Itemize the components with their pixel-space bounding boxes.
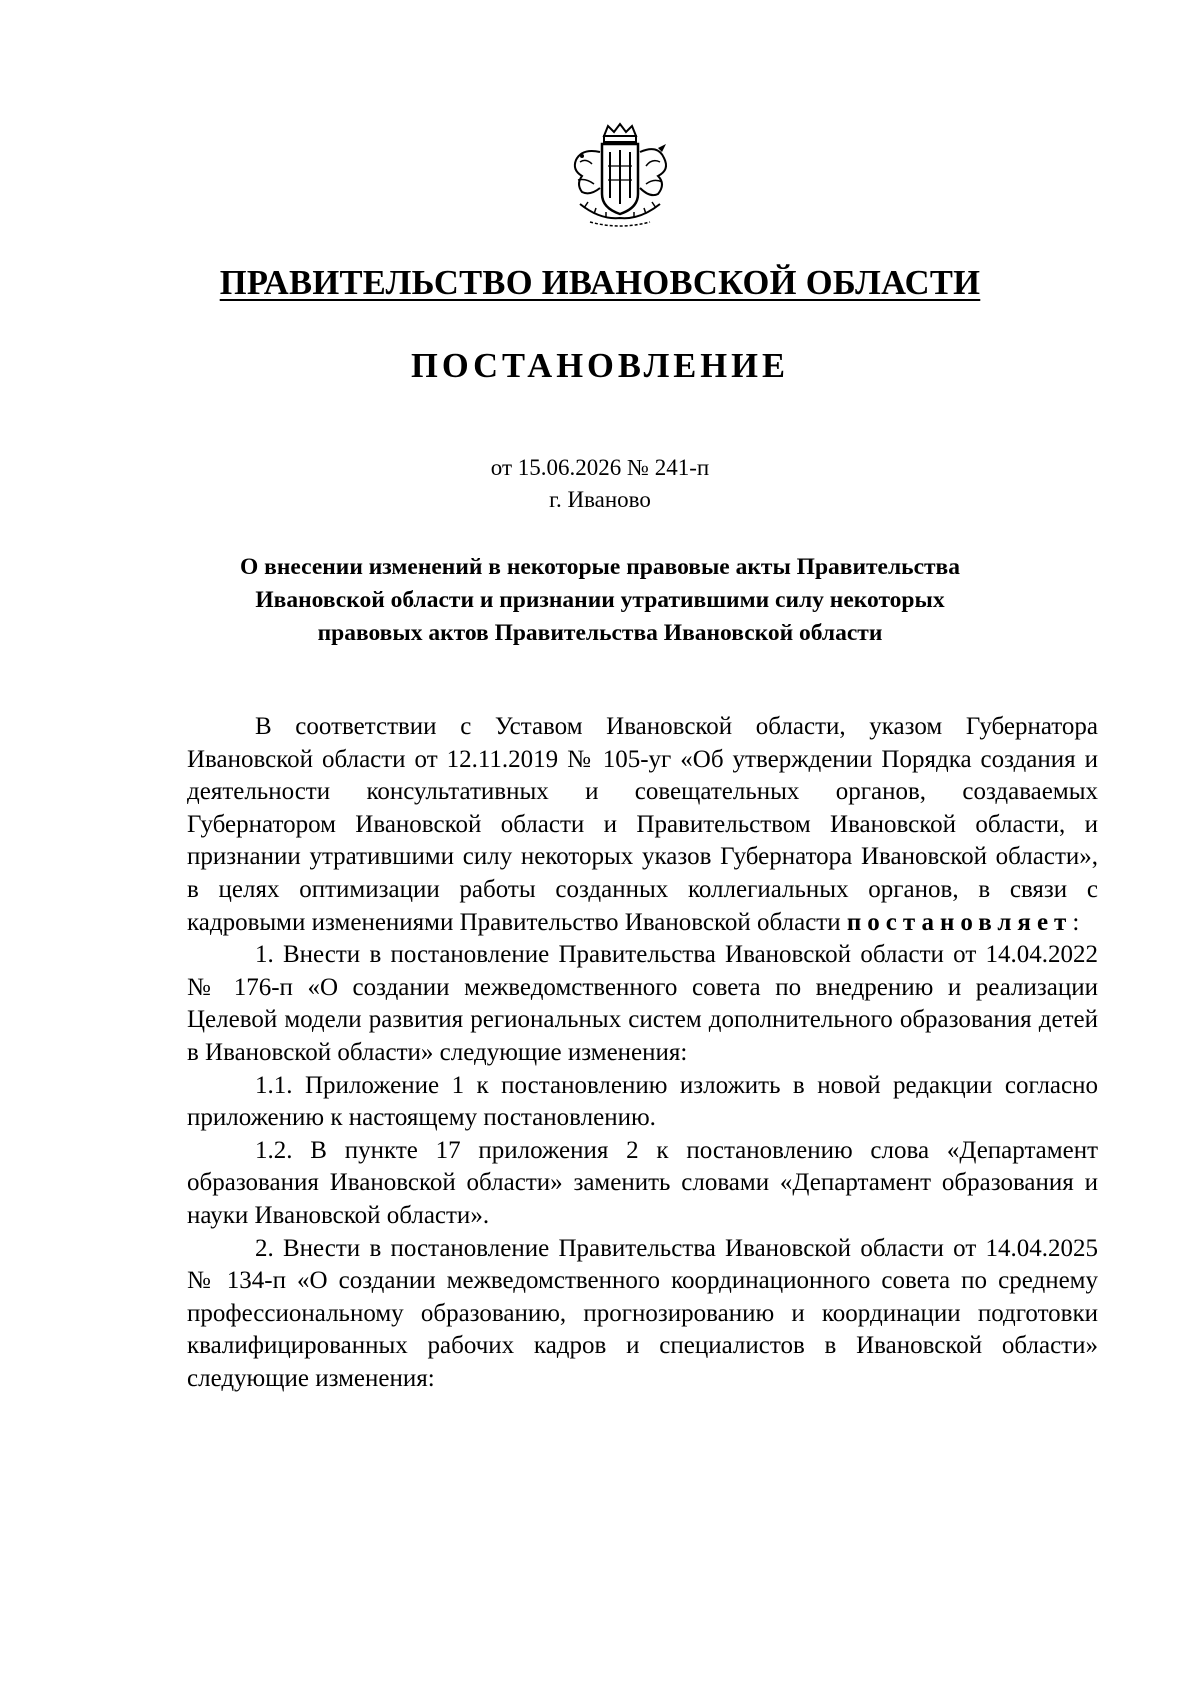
government-name [0,264,1200,303]
decree-word: постановляет [846,908,1073,936]
paragraph-1-2: 1.2. В пункте 17 приложения 2 к постановлению слова «Департамент образования Ивановской области» заменить словами «Департамент образования и науки Ивановской области». [187,1136,1098,1229]
document-type: ПОСТАНОВЛЕНИЕ [411,347,789,385]
decree-colon: : [1072,908,1080,936]
document-body [187,711,1098,1395]
document-city: г. Иваново [549,487,651,512]
document-date-number: от 15.06.2026 № 241-п [490,455,710,480]
government-name-text: ПРАВИТЕЛЬСТВО ИВАНОВСКОЙ ОБЛАСТИ [219,264,981,302]
coat-of-arms-icon [560,122,680,232]
title-line-1: О внесении изменений в некоторые правовые акты Правительства [240,554,960,580]
title-line-3: правовых актов Правительства Ивановской области [317,620,883,646]
intro-paragraph [187,711,1098,939]
intro-text: В соответствии с Уставом Ивановской области, указом Губернатора Ивановской области от 12.11.2019 № 105-уг «Об утверждении Порядка создания и деятельности консультативных и совещательных органов, создаваемых Губернатором Ивановской области и Правительством Ивановской области, и признании утратившими силу некоторых указов Губернатора Ивановской области», в целях оптимизации работы созданных коллегиальных органов, в связи с кадровыми изменениями Правительство Ивановской области [187,713,1098,936]
title-line-2: Ивановской области и признании утратившими силу некоторых [255,587,945,613]
document-title [150,551,1050,650]
paragraph-1-1: 1.1. Приложение 1 к постановлению изложить в новой редакции согласно приложению к настоящему постановлению. [187,1071,1098,1132]
paragraph-1: 1. Внести в постановление Правительства Ивановской области от 14.04.2022 № 176-п «О создании межведомственного совета по внедрению и реализации Целевой модели развития региональных систем дополнительного образования детей в Ивановской области» следующие изменения: [187,941,1098,1066]
paragraph-2: 2. Внести в постановление Правительства Ивановской области от 14.04.2025 № 134-п «О создании межведомственного координационного совета по среднему профессиональному образованию, прогнозированию и координации подготовки квалифицированных рабочих кадров и специалистов в Ивановской области» следующие изменения: [187,1234,1098,1392]
